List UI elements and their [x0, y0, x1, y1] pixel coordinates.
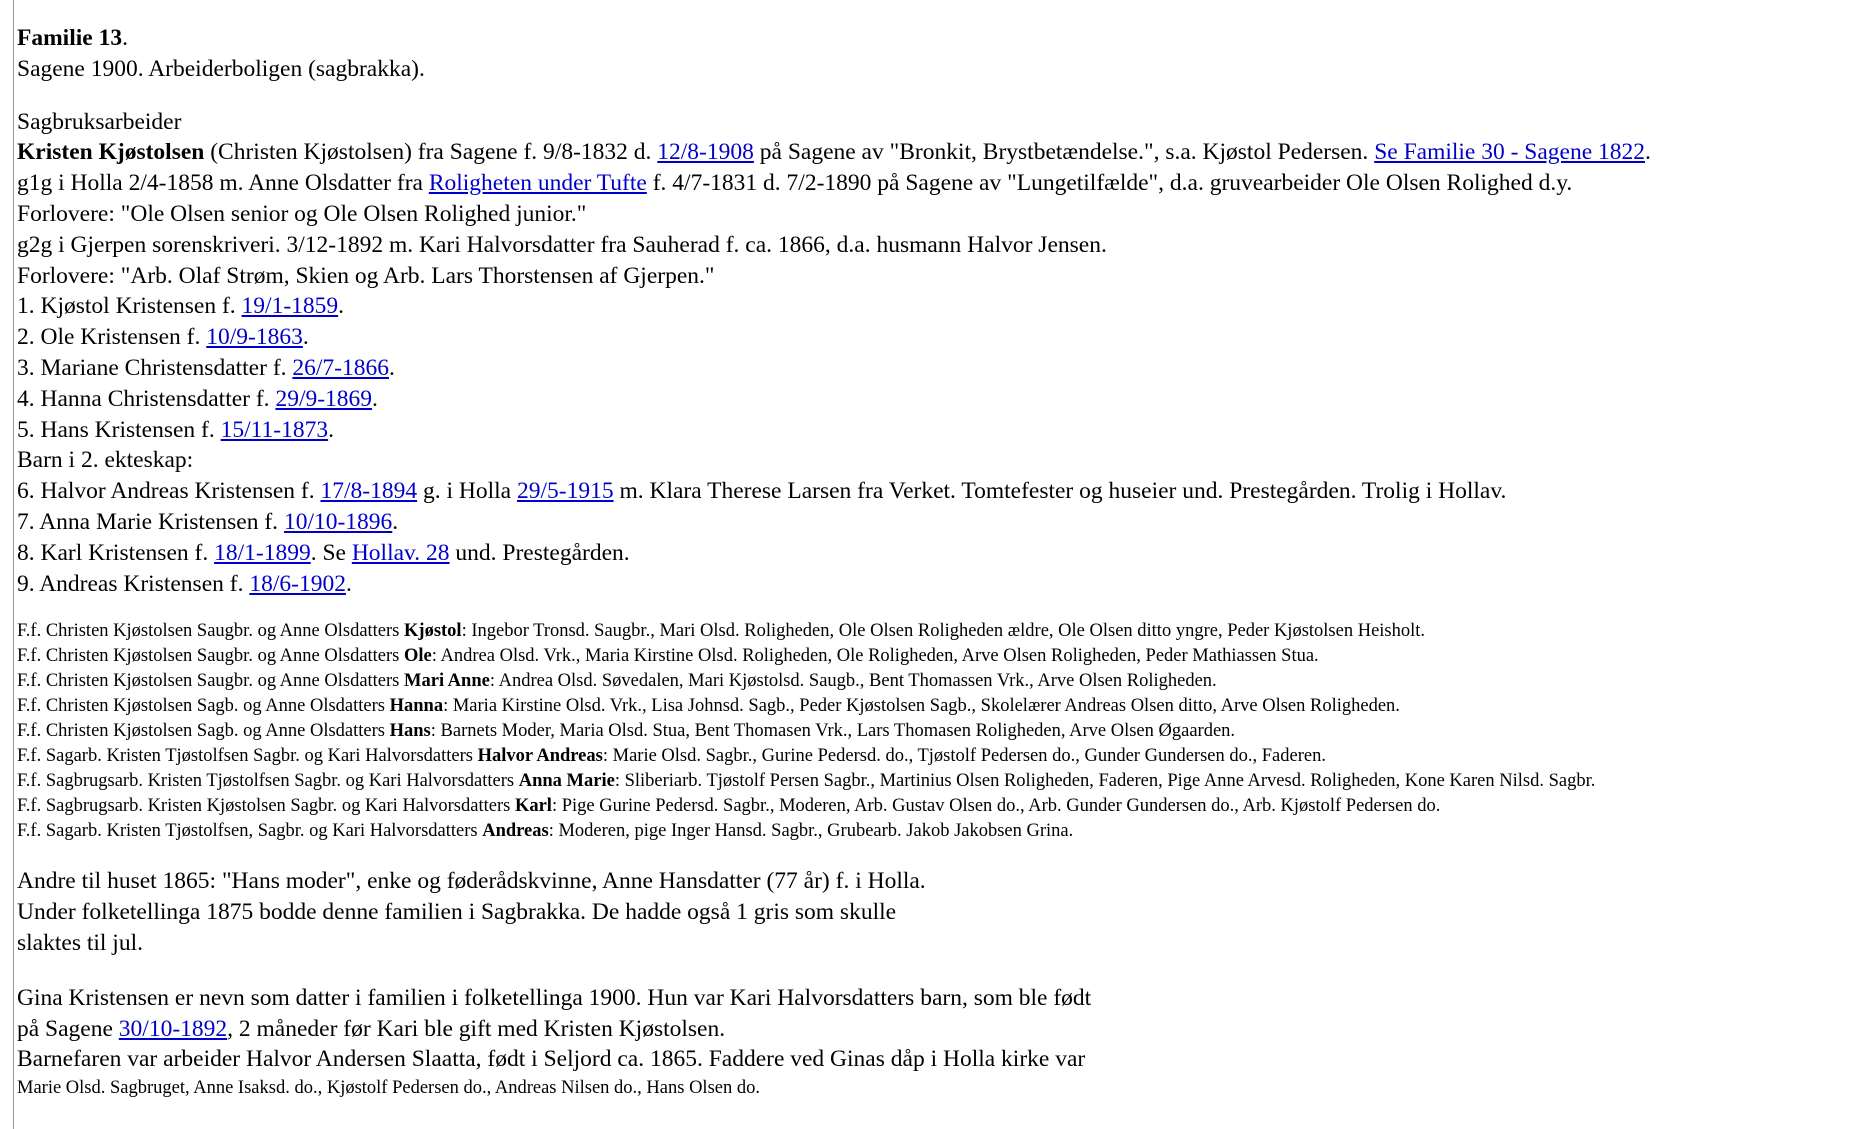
child-6-marriage-link[interactable]: 29/5-1915	[516, 478, 614, 505]
household-line-3: slaktes til jul.	[17, 929, 143, 956]
godparents-line: F.f. Christen Kjøstolsen Saugbr. og Anne Olsdatters Mari Anne: Andrea Olsd. Søvedalen, Mari Kjøstolsd. Saugb., Bent Thomassen Vrk., Arve Olsen Roligheden.	[17, 671, 1217, 692]
occupation: Sagbruksarbeider	[17, 108, 182, 135]
kristen-name: Kristen Kjøstolsen	[17, 139, 205, 166]
witnesses-1: Forlovere: "Ole Olsen senior og Ole Olsen Rolighed junior."	[17, 200, 587, 227]
witnesses-2: Forlovere: "Arb. Olaf Strøm, Skien og Arb. Lars Thorstensen af Gjerpen."	[17, 262, 715, 289]
godparents-line: F.f. Christen Kjøstolsen Sagb. og Anne Olsdatters Hans: Barnets Moder, Maria Olsd. Stua, Bent Thomasen Vrk., Lars Thomasen Roligheden, Arve Olsen Øgaarden.	[17, 721, 1236, 742]
child-1-date-link[interactable]: 19/1-1859	[241, 293, 339, 320]
death-date-link[interactable]: 12/8-1908	[657, 139, 754, 166]
child-6-birth-link[interactable]: 17/8-1894	[320, 478, 418, 505]
roligheten-link[interactable]: Roligheten under Tufte	[428, 170, 647, 197]
marriage-1: g1g i Holla 2/4-1858 m. Anne Olsdatter fra Roligheten under Tufte f. 4/7-1831 d. 7/2-1890 på Sagene av "Lungetilfælde", d.a. gruvearbeider Ole Olsen Rolighed d.y.	[17, 170, 1573, 197]
child-3-date-link[interactable]: 26/7-1866	[292, 354, 389, 381]
family-heading: Familie 13.	[17, 25, 128, 51]
child-9: 9. Andreas Kristensen f. 18/6-1902.	[17, 570, 352, 597]
gina-birth-link[interactable]: 30/10-1892	[118, 1015, 228, 1042]
household-line-2: Under folketellinga 1875 bodde denne familien i Sagbrakka. De hadde også 1 gris som skulle	[17, 899, 897, 926]
godparents-line: F.f. Sagarb. Kristen Tjøstolfsen, Sagbr. og Kari Halvorsdatters Andreas: Moderen, pige Inger Hansd. Sagbr., Grubearb. Jakob Jakobsen Grina.	[17, 821, 1074, 842]
child-2: 2. Ole Kristensen f. 10/9-1863.	[17, 324, 309, 351]
subtitle: Sagene 1900. Arbeiderboligen (sagbrakka).	[17, 55, 425, 82]
child-1: 1. Kjøstol Kristensen f. 19/1-1859.	[17, 293, 345, 320]
gina-line-4: Marie Olsd. Sagbruget, Anne Isaksd. do., Kjøstolf Pedersen do., Andreas Nilsen do., Hans Olsen do.	[17, 1078, 760, 1099]
godparents-line: F.f. Christen Kjøstolsen Sagb. og Anne Olsdatters Hanna: Maria Kirstine Olsd. Vrk., Lisa Johnsd. Sagb., Peder Kjøstolsen Sagb., Skolelærer Andreas Olsen ditto, Arve Olsen Roligheden.	[17, 696, 1400, 717]
child-3: 3. Mariane Christensdatter f. 26/7-1866.	[17, 354, 395, 381]
godparents-line: F.f. Sagbrugsarb. Kristen Kjøstolsen Sagbr. og Kari Halvorsdatters Karl: Pige Gurine Pedersd. Sagbr., Moderen, Arb. Gustav Olsen do., Arb. Gunder Gundersen do., Arb. Kjøstolf Pedersen do.	[17, 796, 1441, 817]
godparents-line: F.f. Christen Kjøstolsen Saugbr. og Anne Olsdatters Ole: Andrea Olsd. Vrk., Maria Kirstine Olsd. Roligheden, Ole Roligheden, Arve Olsen Roligheden, Peder Mathiassen Stua.	[17, 646, 1319, 667]
godparents-line: F.f. Sagbrugsarb. Kristen Tjøstolfsen Sagbr. og Kari Halvorsdatters Anna Marie: Sliberiarb. Tjøstolf Persen Sagbr., Martinius Olsen Roligheden, Faderen, Pige Anne Arvesd. Roligheden, Kone Karen Nilsd. Sagbr.	[17, 771, 1596, 792]
child-8: 8. Karl Kristensen f. 18/1-1899. Se Hollav. 28 und. Prestegården.	[17, 539, 630, 566]
family-30-link[interactable]: Se Familie 30 - Sagene 1822	[1374, 139, 1646, 166]
child-6: 6. Halvor Andreas Kristensen f. 17/8-1894 g. i Holla 29/5-1915 m. Klara Therese Larsen fra Verket. Tomtefester og huseier und. Prestegården. Trolig i Hollav.	[17, 478, 1507, 505]
hollav-28-link[interactable]: Hollav. 28	[351, 539, 450, 566]
child-2-date-link[interactable]: 10/9-1863	[206, 324, 303, 351]
child-8-date-link[interactable]: 18/1-1899	[214, 539, 311, 566]
child-4: 4. Hanna Christensdatter f. 29/9-1869.	[17, 385, 378, 412]
child-4-date-link[interactable]: 29/9-1869	[275, 385, 373, 412]
child-7-date-link[interactable]: 10/10-1896	[283, 508, 393, 535]
marriage-2: g2g i Gjerpen sorenskriveri. 3/12-1892 m. Kari Halvorsdatter fra Sauherad f. ca. 1866, d.a. husmann Halvor Jensen.	[17, 231, 1107, 258]
child-5: 5. Hans Kristensen f. 15/11-1873.	[17, 416, 334, 443]
godparents-line: F.f. Christen Kjøstolsen Saugbr. og Anne Olsdatters Kjøstol: Ingebor Tronsd. Saugbr., Mari Olsd. Roligheden, Ole Olsen Roligheden ældre, Ole Olsen ditto yngre, Peder Kjøstolsen Heisholt.	[17, 621, 1426, 642]
gina-line-1: Gina Kristensen er nevn som datter i familien i folketellinga 1900. Hun var Kari Halvorsdatters barn, som ble født	[17, 984, 1092, 1011]
godparents-list	[17, 619, 1837, 844]
second-marriage-label: Barn i 2. ekteskap:	[17, 447, 194, 474]
child-5-date-link[interactable]: 15/11-1873	[220, 416, 329, 443]
child-7: 7. Anna Marie Kristensen f. 10/10-1896.	[17, 508, 399, 535]
godparents-line: F.f. Sagarb. Kristen Tjøstolfsen Sagbr. og Kari Halvorsdatters Halvor Andreas: Marie Olsd. Sagbr., Gurine Pedersd. do., Tjøstolf Pedersen do., Gunder Gundersen do., Faderen.	[17, 746, 1326, 767]
gina-line-2: på Sagene 30/10-1892, 2 måneder før Kari ble gift med Kristen Kjøstolsen.	[17, 1015, 726, 1042]
child-9-date-link[interactable]: 18/6-1902	[249, 570, 346, 597]
gina-line-3: Barnefaren var arbeider Halvor Andersen Slaatta, født i Seljord ca. 1865. Faddere ved Ginas dåp i Holla kirke var	[17, 1046, 1086, 1073]
kristen-entry: Kristen Kjøstolsen (Christen Kjøstolsen) fra Sagene f. 9/8-1832 d. 12/8-1908 på Sagene av "Bronkit, Brystbetændelse.", s.a. Kjøstol Pedersen. Se Familie 30 - Sagene 1822.	[17, 139, 1651, 166]
document-body	[17, 23, 1837, 1101]
family-label: Familie 13	[17, 25, 123, 51]
household-line-1: Andre til huset 1865: "Hans moder", enke og føderådskvinne, Anne Hansdatter (77 år) f. i Holla.	[17, 868, 926, 895]
